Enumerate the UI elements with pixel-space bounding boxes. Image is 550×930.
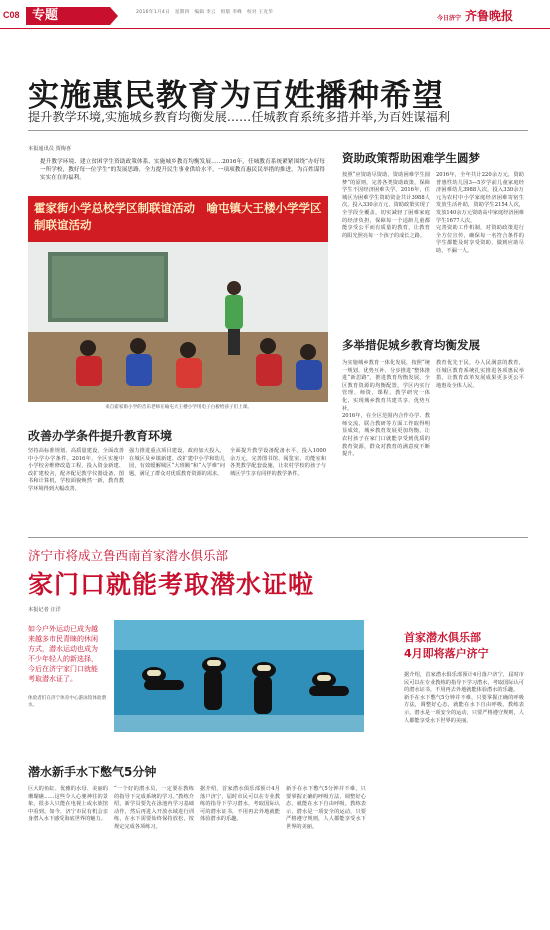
conditions-column-2 [129,448,225,478]
page-header [0,0,550,28]
conditions-paragraph: 全面提升教学设备配备水平，投入1000余万元，完善图书馆、阅览室、功能室和各类教学配套设施，让农村学校的孩子与城区学生享有同样的教学条件。 [230,448,326,477]
balance-column-1 [342,360,430,459]
story1-lead: 提升教学环境、建立贫困学生资助政策体系、实施城乡教育均衡发展……2016年，任城教育系统紧紧围绕“办好每一所学校，教好每一位学生”的发展思路，全力提升民生事业供给水平，一项项教育惠民民举措的推进，为百姓谋得实实在在的福利。 [40,159,325,181]
story2-headline: 家门口就能考取潜水证啦 [28,570,315,599]
balance-column-2 [436,360,524,390]
diving-photo-image [114,620,364,732]
funding-paragraph: 2016年，全年共计220余万元，资助普惠性幼儿园3—5岁学前儿童家庭经济困难幼儿3988人次，投入330余万元为农村中小学家庭经济困难寄宿生发放生活补助，资助学生2154人次，发放140余万元资助高中家庭经济困难学生1677人次。 [436,172,524,224]
story2-paragraph: “一个好的潜水员，一定要在教练的指导下完成系统的学习。”教练介绍，新学员要先在泳池内学习基础动作，然后再进入开放水域进行训练，在水下需要始终保持放松，按规定完成各项练习。 [114,786,194,830]
header-rule [0,28,550,29]
classroom-photo [28,196,328,402]
balance-paragraph: 2016年，在全区范围内合作办学、教师交流、联合教研等方面工作取得明显成效，城乡教育发展更加均衡，让农村孩子在家门口就能享受到优质的教育资源，群众对教育的满意度不断提升。 [342,413,430,458]
story2-paragraph: 巨大的鱼缸、优雅的水母、美丽的珊瑚礁……这些令人心驰神往的景象，很多人只能在电视上或水族馆中看到。如今，济宁市民有机会亲身潜入水下感受海底世界的魅力。 [28,786,108,823]
story-divider [28,537,528,538]
conditions-column-3 [230,448,326,478]
section-tag [26,7,110,25]
page-number: C08 [3,10,20,20]
story1-deck: 提升教学环境,实施城乡教育均衡发展……任城教育系统多措并举,为百姓谋福利 [28,110,451,124]
funding-column-2 [436,172,524,256]
story2-paragraph: 据介绍，首家潜水俱乐部预计4月落户济宁，届时市民可以在专业教练的指导下学习潜水，考取国际认可的潜水证书，不用再去外地就能体验潜水的乐趣。 [404,672,524,694]
story2-byline: 本报记者 汪洋 [28,607,61,613]
conditions-paragraph: 坚持高标准规划、高质量建设，全面改善中小学办学条件。2016年，全区实施中小学校舍维修改造工程，投入资金新建、改扩建校舍，配齐配足教学仪器设备、图书和计算机，学校面貌焕然一新，教育教学环境得到大幅改善。 [28,448,124,492]
funding-paragraph: 完善资助工作机制，对资助政策进行全方位宣传，确保每一名符合条件的学生都能及时享受资助，做到应助尽助、不漏一人。 [436,225,524,254]
deck-rule [28,130,528,131]
brand-name: 齐鲁晚报 [465,9,514,23]
issue-meta: 2016年1月4日 星期四 编辑 李云 组版 李峰 校对 王克华 [136,10,274,15]
funding-column-1 [342,172,430,240]
photo-banner-text: 霍家街小学总校学区制联谊活动 喻屯镇大王楼小学学区制联谊活动 [34,201,322,232]
section-title-breath: 潜水新手水下憋气5分钟 [28,765,157,779]
story2-kicker: 济宁市将成立鲁西南首家潜水俱乐部 [28,548,229,563]
story2-column-4 [286,786,366,832]
section-title-balance: 多举措促城乡教育均衡发展 [342,338,480,352]
diving-photo-caption: 体验者们在济宁体育中心游泳馆体验潜水。 [28,696,107,708]
classroom-photo-caption: 来自霍家街小学的音乐老师在喻屯大王楼小学用电子白板给孩子们上课。 [105,405,253,410]
story2-red-subhead: 首家潜水俱乐部 4月即将落户济宁 [404,631,489,660]
story2-paragraph: 新手在水下憋气5分钟并不难，只要掌握正确的呼吸方法，调整好心态，就能在水下自由呼吸。教练表示，潜水是一项安全的运动，只要严格遵守规则，人人都能享受水下世界的美丽。 [286,786,366,830]
balance-paragraph: 教育优先于民，办人民满意的教育，任城区教育系统扎实推进各项惠民举措，让教育改革发展成果更多更公平地惠及全体人民。 [436,360,524,389]
story1-headline: 实施惠民教育为百姓播种希望 [28,78,444,114]
story2-paragraph: 新手在水下憋气5分钟并不难，只要掌握正确的呼吸方法，调整好心态，就能在水下自由呼吸。教练表示，潜水是一项安全的运动，只要严格遵守规则，人人都能享受水下世界的美丽。 [404,694,524,724]
newspaper-brand [437,7,513,24]
section-title-conditions: 改善办学条件提升教育环境 [28,429,173,443]
story1-byline: 本报通讯员 贾梅喜 [28,146,72,152]
diving-photo [114,620,364,732]
section-title-funding: 资助政策帮助困难学生圆梦 [342,151,480,165]
story2-column-1 [28,786,108,824]
section-tag-arrow [110,7,118,25]
story2-paragraph: 据介绍，首家潜水俱乐部预计4月落户济宁，届时市民可以在专业教练的指导下学习潜水，考取国际认可的潜水证书，不用再去外地就能体验潜水的乐趣。 [200,786,280,823]
section-label: 专题 [32,8,59,23]
conditions-paragraph: 强力推进重点项目建设，政府加大投入，在城区及乡镇新建、改扩建中小学和幼儿园，有效缓解城区“大班额”和“入学难”问题，满足了群众对优质教育资源的需求。 [129,448,225,477]
story2-column-2 [114,786,194,832]
story2-right-column [404,672,524,725]
conditions-column-1 [28,448,124,494]
funding-paragraph: 按照“应资助尽资助，资助困难学生圆梦”的原则，完善各类资助政策，保障学生不因经济困难失学。2016年，任城区为困难学生资助资金共计3988人次，投入330余万元，资助政策实现了全学段全覆盖，切实减轻了困难家庭的经济负担，保障每一个适龄儿童都能享受公平而有质量的教育，让教育的阳光照亮每一个孩子的成长之路。 [342,172,430,239]
story2-column-3 [200,786,280,824]
story2-pull-quote: 如今户外运动已成为越来越多市民青睐的休闲方式，潜水运动也成为不少年轻人的新选择，今后在济宁家门口就能考取潜水证了。 [28,625,98,683]
brand-prefix: 今日济宁 [437,15,462,22]
balance-paragraph: 为实施城乡教育一体化发展，按照“统一规划、优势互补、分步推进”整体推进“新思路”，推进教育均衡发展，全区教育资源的均衡配置，学区内实行管理、师资、课程、教学研究一体化，实现城乡教育共建共享、优势互补。 [342,360,430,412]
